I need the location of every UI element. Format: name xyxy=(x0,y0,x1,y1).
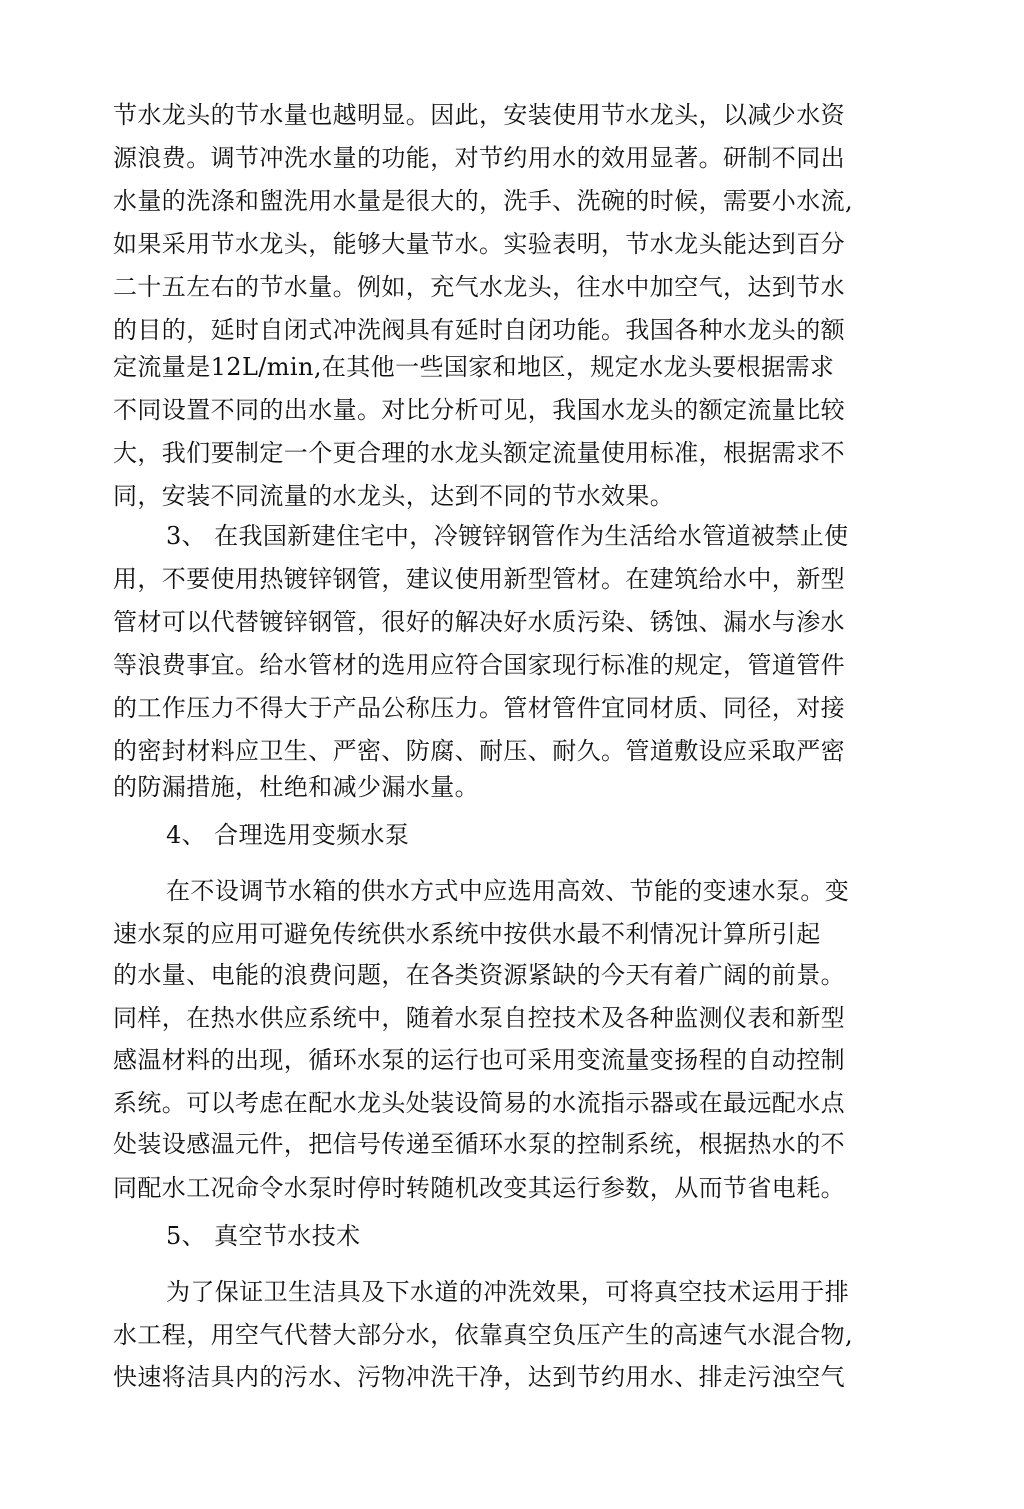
text-line: 的密封材料应卫生、严密、防腐、耐压、耐久。管道敷设应采取严密 xyxy=(113,737,845,765)
text-line: 源浪费。调节冲洗水量的功能，对节约用水的效用显著。研制不同出 xyxy=(113,144,845,172)
text-line: 定流量是12L/min,在其他一些国家和地区，规定水龙头要根据需求 xyxy=(113,353,835,381)
text-line: 二十五左右的节水量。例如，充气水龙头，往水中加空气，达到节水 xyxy=(113,273,845,301)
text-line: 大，我们要制定一个更合理的水龙头额定流量使用标准，根据需求不 xyxy=(113,439,845,467)
text-line: 感温材料的出现，循环水泵的运行也可采用变流量变扬程的自动控制 xyxy=(113,1046,845,1074)
text-line: 水量的洗涤和盥洗用水量是很大的，洗手、洗碗的时候，需要小水流, xyxy=(113,187,854,215)
section-heading: 5、 真空节水技术 xyxy=(166,1222,361,1250)
text-line: 用，不要使用热镀锌钢管，建议使用新型管材。在建筑给水中，新型 xyxy=(113,565,845,593)
text-line: 速水泵的应用可避免传统供水系统中按供水最不利情况计算所引起 xyxy=(113,920,821,948)
text-line: 水工程，用空气代替大部分水，依靠真空负压产生的高速气水混合物, xyxy=(113,1321,854,1349)
text-line: 处装设感温元件，把信号传递至循环水泵的控制系统，根据热水的不 xyxy=(113,1130,845,1158)
text-line: 管材可以代替镀锌钢管，很好的解决好水质污染、锈蚀、漏水与渗水 xyxy=(113,608,845,636)
text-line: 的目的，延时自闭式冲洗阀具有延时自闭功能。我国各种水龙头的额 xyxy=(113,316,845,344)
text-line: 为了保证卫生洁具及下水道的冲洗效果，可将真空技术运用于排 xyxy=(166,1278,850,1306)
text-line: 等浪费事宜。给水管材的选用应符合国家现行标准的规定，管道管件 xyxy=(113,651,845,679)
text-line: 同样，在热水供应系统中，随着水泵自控技术及各种监测仪表和新型 xyxy=(113,1004,845,1032)
text-line: 不同设置不同的出水量。对比分析可见，我国水龙头的额定流量比较 xyxy=(113,396,845,424)
text-line: 快速将洁具内的污水、污物冲洗干净，达到节约用水、排走污浊空气 xyxy=(113,1363,845,1391)
section-heading: 4、 合理选用变频水泵 xyxy=(166,821,410,849)
text-line: 同配水工况命令水泵时停时转随机改变其运行参数，从而节省电耗。 xyxy=(113,1174,845,1202)
text-line: 系统。可以考虑在配水龙头处装设简易的水流指示器或在最远配水点 xyxy=(113,1089,845,1117)
text-line: 如果采用节水龙头，能够大量节水。实验表明，节水龙头能达到百分 xyxy=(113,230,845,258)
text-line: 的防漏措施，杜绝和减少漏水量。 xyxy=(113,773,479,801)
text-line: 3、 在我国新建住宅中，冷镀锌钢管作为生活给水管道被禁止使 xyxy=(166,522,849,550)
text-line: 节水龙头的节水量也越明显。因此，安装使用节水龙头，以减少水资 xyxy=(113,101,845,129)
text-line: 的水量、电能的浪费问题，在各类资源紧缺的今天有着广阔的前景。 xyxy=(113,961,845,989)
text-line: 在不设调节水箱的供水方式中应选用高效、节能的变速水泵。变 xyxy=(166,877,850,905)
text-line: 的工作压力不得大于产品公称压力。管材管件宜同材质、同径，对接 xyxy=(113,694,845,722)
text-line: 同，安装不同流量的水龙头，达到不同的节水效果。 xyxy=(113,482,675,510)
